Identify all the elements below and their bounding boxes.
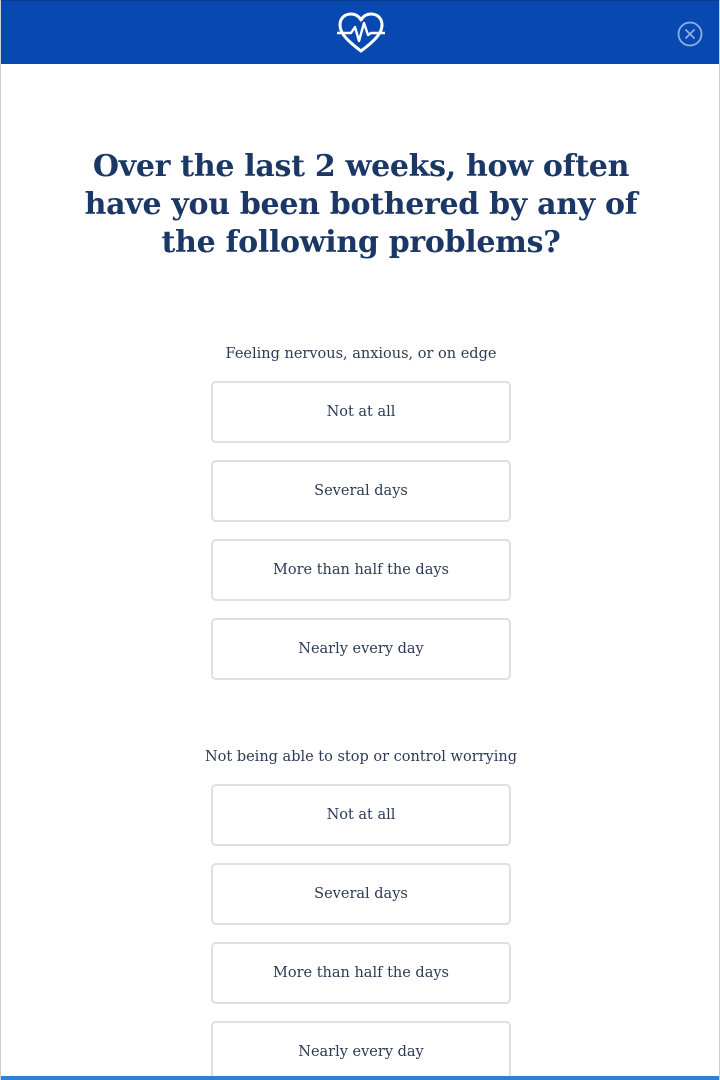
option-several-days[interactable]: Several days <box>211 460 511 522</box>
question-1 <box>1 344 720 364</box>
bottom-accent-bar <box>1 1076 720 1080</box>
option-nearly-every-day[interactable]: Nearly every day <box>211 618 511 680</box>
heart-pulse-icon <box>337 11 385 55</box>
close-icon[interactable] <box>677 21 703 47</box>
option-nearly-every-day[interactable]: Nearly every day <box>211 1021 511 1080</box>
question-label: Feeling nervous, anxious, or on edge <box>225 346 497 362</box>
option-more-than-half-the-days[interactable]: More than half the days <box>211 942 511 1004</box>
page-title: Over the last 2 weeks, how often have you been bothered by any of the following problems? <box>84 149 638 260</box>
option-not-at-all[interactable]: Not at all <box>211 784 511 846</box>
top-header <box>1 0 720 64</box>
option-more-than-half-the-days[interactable]: More than half the days <box>211 539 511 601</box>
option-several-days[interactable]: Several days <box>211 863 511 925</box>
question-2 <box>1 747 720 767</box>
option-not-at-all[interactable]: Not at all <box>211 381 511 443</box>
question-label: Not being able to stop or control worrying <box>204 749 518 765</box>
